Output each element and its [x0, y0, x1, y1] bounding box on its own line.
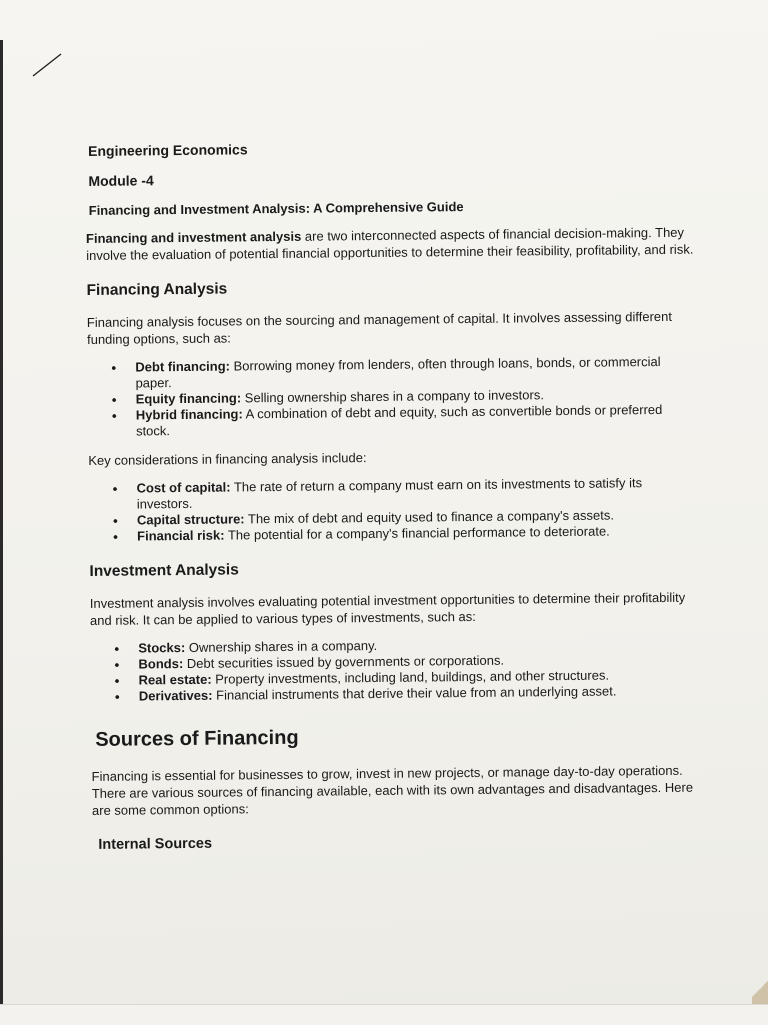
intro-text: are two interconnected aspects of financial decision-making. They involve the evaluation of potential financial opportunities to determine their feasibility, profitability, and risk.	[86, 224, 694, 263]
bullet: •	[113, 528, 119, 545]
bullet: •	[112, 480, 118, 497]
list-text: The rate of return a company must earn on its investments to satisfy its investors.	[136, 475, 643, 512]
bullet: •	[112, 512, 118, 529]
list-term: Cost of capital:	[136, 479, 231, 496]
list-term: Financial risk:	[137, 527, 225, 544]
list-text: Selling ownership shares in a company to investors.	[241, 387, 544, 406]
investment-analysis-intro: Investment analysis involves evaluating potential investment opportunities to determine their profitability and risk. It can be applied to various types of investments, such as:	[89, 589, 686, 628]
document-content	[85, 137, 703, 865]
list-text: Financial instruments that derive their value from an underlying asset.	[212, 683, 617, 703]
investment-analysis-heading: Investment Analysis	[89, 561, 239, 580]
list-term: Debt financing:	[135, 358, 231, 375]
investment-types-list	[90, 635, 701, 705]
list-term: Real estate:	[138, 671, 212, 688]
list-text: A combination of debt and equity, such as convertible bonds or preferred stock.	[135, 401, 663, 439]
module-label: Module -4	[88, 172, 154, 189]
internal-sources-heading: Internal Sources	[98, 835, 213, 853]
page-edge-shadow	[0, 40, 3, 1010]
considerations-intro: Key considerations in financing analysis include:	[88, 450, 367, 468]
financing-analysis-heading: Financing Analysis	[86, 280, 228, 299]
list-item	[112, 402, 698, 440]
bullet: •	[114, 688, 120, 705]
page-corner-fold	[752, 974, 768, 1004]
list-text: The mix of debt and equity used to finance a company's assets.	[244, 507, 615, 527]
bullet: •	[111, 407, 117, 424]
list-term: Equity financing:	[135, 390, 242, 407]
list-text: Ownership shares in a company.	[185, 637, 378, 655]
bullet: •	[114, 672, 120, 689]
list-text: The potential for a company's financial performance to deteriorate.	[224, 523, 610, 543]
sources-of-financing-heading: Sources of Financing	[95, 726, 299, 751]
scan-bottom-edge	[0, 1004, 768, 1025]
intro-paragraph	[86, 224, 696, 264]
sources-of-financing-intro: Financing is essential for businesses to grow, invest in new projects, or manage day-to-day operations. There are various sources of financing available, each with its own advantages and disadvantages. Here are some common options:	[91, 762, 694, 818]
bullet: •	[114, 640, 120, 657]
list-text: Borrowing money from lenders, often through loans, bonds, or commercial paper.	[135, 353, 661, 391]
pen-mark	[30, 52, 64, 78]
bullet: •	[111, 359, 117, 376]
list-term: Capital structure:	[136, 511, 245, 528]
list-text: Property investments, including land, buildings, and other structures.	[211, 667, 610, 687]
list-term: Stocks:	[138, 639, 186, 656]
guide-title: Financing and Investment Analysis: A Comprehensive Guide	[88, 199, 464, 218]
financing-options-list	[87, 354, 698, 440]
bullet: •	[114, 656, 120, 673]
course-title: Engineering Economics	[87, 141, 248, 159]
list-term: Bonds:	[138, 656, 184, 672]
bullet: •	[111, 391, 117, 408]
financing-analysis-intro: Financing analysis focuses on the sourcing and management of capital. It involves assessing different funding options, such as:	[86, 308, 673, 347]
considerations-list	[89, 475, 700, 545]
list-term: Hybrid financing:	[135, 406, 243, 423]
intro-lead: Financing and investment analysis	[85, 228, 302, 246]
list-text: Debt securities issued by governments or corporations.	[183, 652, 505, 671]
list-term: Derivatives:	[138, 687, 213, 704]
